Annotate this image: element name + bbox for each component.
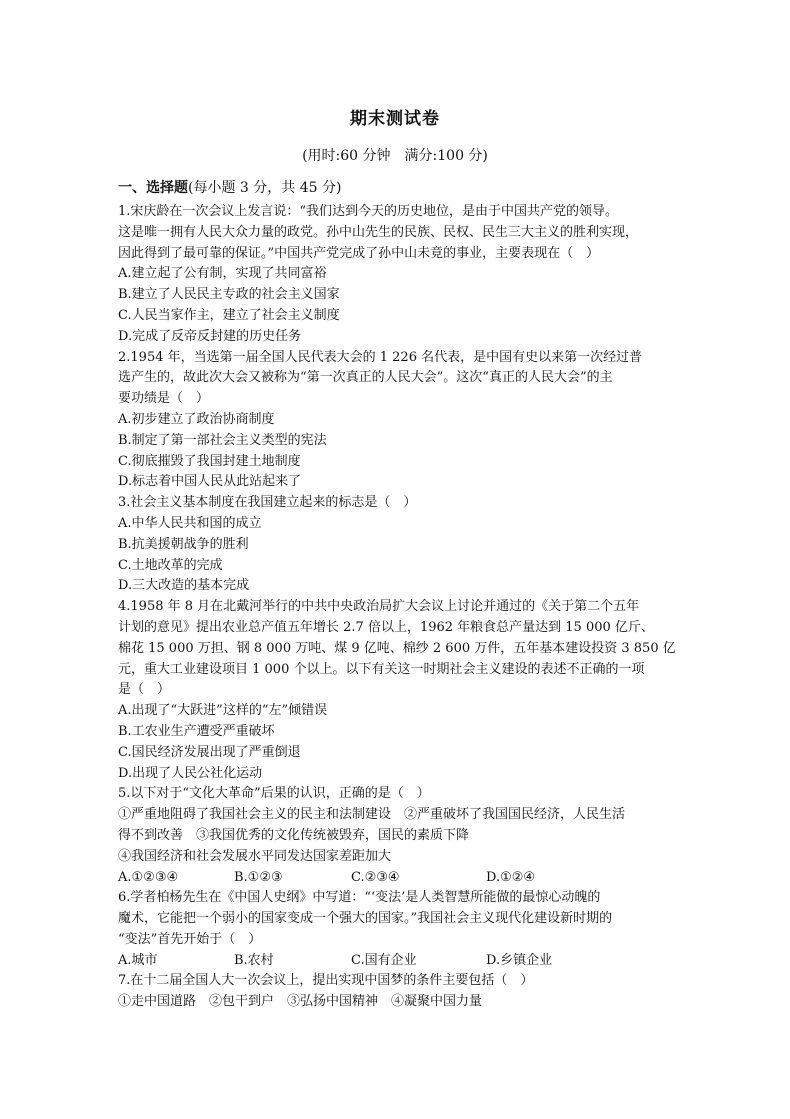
question-4: [118, 597, 680, 784]
answer-option: C.人民当家作主，建立了社会主义制度: [118, 307, 340, 323]
answer-option: D.标志着中国人民从此站起来了: [118, 474, 302, 490]
question-stem-line: 得不到改善 ③我国优秀的文化传统被毁弃，国民的素质下降: [118, 827, 470, 843]
question-stem-line: “变法”首先开始于（ ）: [118, 931, 262, 947]
answer-options-row: [118, 951, 680, 972]
question-stem-line: 6.学者柏杨先生在《中国人史纲》中写道：“‘变法’是人类智慧所能做的最惊心动魄的: [118, 890, 601, 906]
question-stem-line: 2.1954 年，当选第一届全国人民代表大会的 1 226 名代表，是中国有史以来第一次经过普: [118, 349, 643, 365]
answer-option: C.国民经济发展出现了严重倒退: [118, 744, 301, 760]
question-stem-line: 是（ ）: [118, 682, 171, 698]
question-5: [118, 784, 680, 888]
question-list: [118, 202, 680, 1013]
answer-option: B.①②③: [234, 869, 283, 885]
answer-options-row: [118, 868, 680, 889]
question-2: [118, 348, 680, 494]
question-stem-line: 1.宋庆龄在一次会议上发言说：“我们达到今天的历史地位，是由于中国共产党的领导。: [118, 204, 619, 219]
question-stem-line: 计划的意见》提出农业总产值五年增长 2.7 倍以上，1962 年粮食总产量达到 15 000 亿斤、: [118, 619, 654, 635]
question-stem-line: 7.在十二届全国人大一次会议上，提出实现中国梦的条件主要包括（ ）: [118, 973, 534, 989]
question-7: [118, 971, 680, 1013]
question-stem-line: ①走中国道路 ②包干到户 ③弘扬中国精神 ④凝聚中国力量: [118, 994, 483, 1010]
question-stem-line: 选产生的，故此次大会又被称为“第一次真正的人民大会”。这次“真正的人民大会”的主: [118, 370, 613, 386]
section-title: 一、选择题: [118, 180, 188, 196]
section-score-note: (每小题 3 分，共 45 分): [188, 180, 342, 196]
answer-option: A.初步建立了政治协商制度: [118, 411, 275, 427]
question-6: [118, 888, 680, 971]
answer-option: C.土地改革的完成: [118, 557, 223, 573]
answer-option: B.建立了人民民主专政的社会主义国家: [118, 287, 340, 303]
answer-option: B.农村: [234, 952, 274, 968]
answer-option: B.抗美援朝战争的胜利: [118, 536, 249, 552]
question-stem-line: 要功绩是（ ）: [118, 391, 210, 407]
question-stem-line: 5.以下对于“文化大革命”后果的认识，正确的是（ ）: [118, 786, 430, 802]
answer-option: D.出现了人民公社化运动: [118, 765, 263, 781]
answer-option: A.建立起了公有制，实现了共同富裕: [118, 266, 327, 282]
exam-info: (用时:60 分钟 满分:100 分): [302, 148, 488, 164]
section-heading: [118, 177, 341, 197]
question-1: [118, 202, 680, 348]
answer-option: D.乡镇企业: [486, 952, 553, 968]
answer-option: C.国有企业: [351, 952, 417, 968]
answer-option: A.城市: [118, 952, 158, 968]
question-stem-line: 4.1958 年 8 月在北戴河举行的中共中央政治局扩大会议上讨论并通过的《关于第二个五年: [118, 599, 640, 615]
question-stem-line: ①严重地阻碍了我国社会主义的民主和法制建设 ②严重破坏了我国国民经济，人民生活: [118, 807, 626, 823]
answer-option: B.工农业生产遭受严重破坏: [118, 723, 275, 739]
answer-option: A.①②③④: [118, 869, 179, 885]
question-stem-line: ④我国经济和社会发展水平同发达国家差距加大: [118, 848, 392, 864]
question-stem-line: 3.社会主义基本制度在我国建立起来的标志是（ ）: [118, 495, 417, 511]
question-stem-line: 棉花 15 000 万担、钢 8 000 万吨、煤 9 亿吨、棉纱 2 600 万件，五年基本建设投资 3 850 亿: [118, 640, 676, 656]
answer-option: D.①②④: [486, 869, 536, 885]
answer-option: D.三大改造的基本完成: [118, 578, 250, 594]
question-3: [118, 493, 680, 597]
question-stem-line: 这是唯一拥有人民大众力量的政党。孙中山先生的民族、民权、民生三大主义的胜利实现，: [118, 224, 639, 240]
answer-option: A.中华人民共和国的成立: [118, 515, 262, 531]
question-stem-line: 魔术，它能把一个弱小的国家变成一个强大的国家。”我国社会主义现代化建设新时期的: [118, 911, 613, 927]
answer-option: A.出现了“大跃进”这样的“左”倾错误: [118, 703, 328, 719]
page-title: 期末测试卷: [350, 109, 440, 129]
answer-option: B.制定了第一部社会主义类型的宪法: [118, 432, 327, 448]
answer-option: D.完成了反帝反封建的历史任务: [118, 328, 302, 344]
answer-option: C.彻底摧毁了我国封建土地制度: [118, 453, 301, 469]
question-stem-line: 因此得到了最可靠的保证。”中国共产党完成了孙中山未竟的事业，主要表现在（ ）: [118, 245, 600, 261]
question-stem-line: 元，重大工业建设项目 1 000 个以上。以下有关这一时期社会主义建设的表述不正确的一项: [118, 661, 645, 677]
answer-option: C.②③④: [351, 869, 400, 885]
